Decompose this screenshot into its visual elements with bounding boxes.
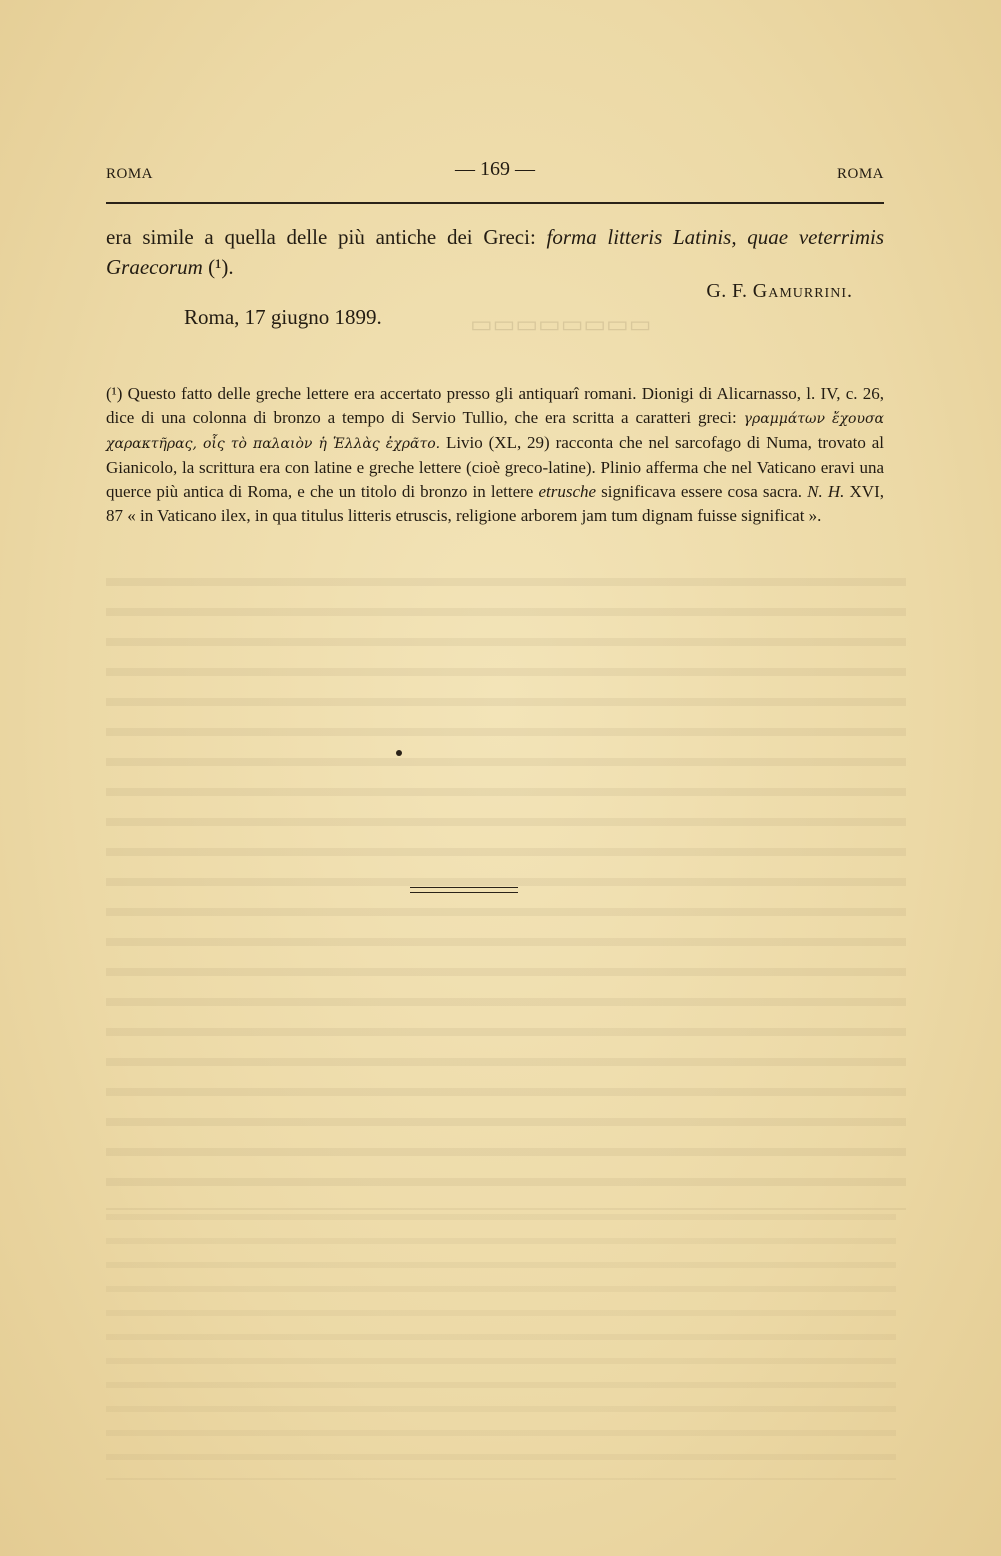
author-initials: G. F. [706, 280, 753, 302]
dateline: Roma, 17 giugno 1899. [184, 305, 382, 329]
header-left: ROMA [106, 166, 154, 182]
footnote-text-2: Livio (XL, 29) racconta che nel sarcofago di Numa, trovato al Gianicolo, la scrittura era con latine e greche lettere (cioè greco-latine). Plinio afferma che nel Vaticano eravi una querce più antica di Roma, e che un titolo di bronzo in lettere [106, 433, 884, 501]
footnote-italic-word: etrusche [538, 482, 597, 501]
footnote-text-4: XVI, 87 « in Vaticano ilex, in qua titulus litteris etruscis, religione arborem jam tum dignam fuisse significat ». [106, 482, 884, 525]
footnote-greek-quote: γραμμάτων ἔχουσα χαρακτῆρας, οἷς τὸ παλαιὸν ἡ Ἑλλὰς ἐχρᾶτο. [106, 411, 884, 452]
ink-dot [396, 750, 402, 756]
header-rule [106, 202, 884, 204]
running-header [106, 158, 884, 186]
body-paragraph [106, 222, 884, 282]
footnote-ref: (¹). [202, 255, 234, 279]
footnote-citation: N. H. [807, 482, 845, 501]
footnote-text-3: significava essere cosa sacra. [596, 482, 808, 501]
header-right: ROMA [836, 166, 884, 182]
bleed-through-text [106, 560, 906, 1210]
bleed-through-title: ▭▭▭▭▭▭▭▭ [470, 312, 652, 338]
author-signature [706, 280, 853, 303]
body-text-plain: era simile a quella delle più antiche dei Greci: [106, 225, 547, 249]
footnote-marker: (¹) [106, 384, 123, 403]
page-number: — 169 — [455, 158, 535, 180]
footnote [106, 382, 884, 528]
author-surname: Gamurrini. [752, 280, 853, 302]
footnote-text-1: Questo fatto delle greche lettere era accertato presso gli antiquarî romani. Dionigi di Alicarnasso, l. IV, c. 26, dice di una colonna di bronzo a tempo di Servio Tullio, che era scritta a caratteri greci: [106, 384, 884, 427]
body-text-latin-quote: forma litteris Latinis, quae veterrimis Graecorum [106, 225, 884, 279]
bleed-through-text-lower [106, 1200, 896, 1480]
section-end-rule [410, 887, 518, 893]
